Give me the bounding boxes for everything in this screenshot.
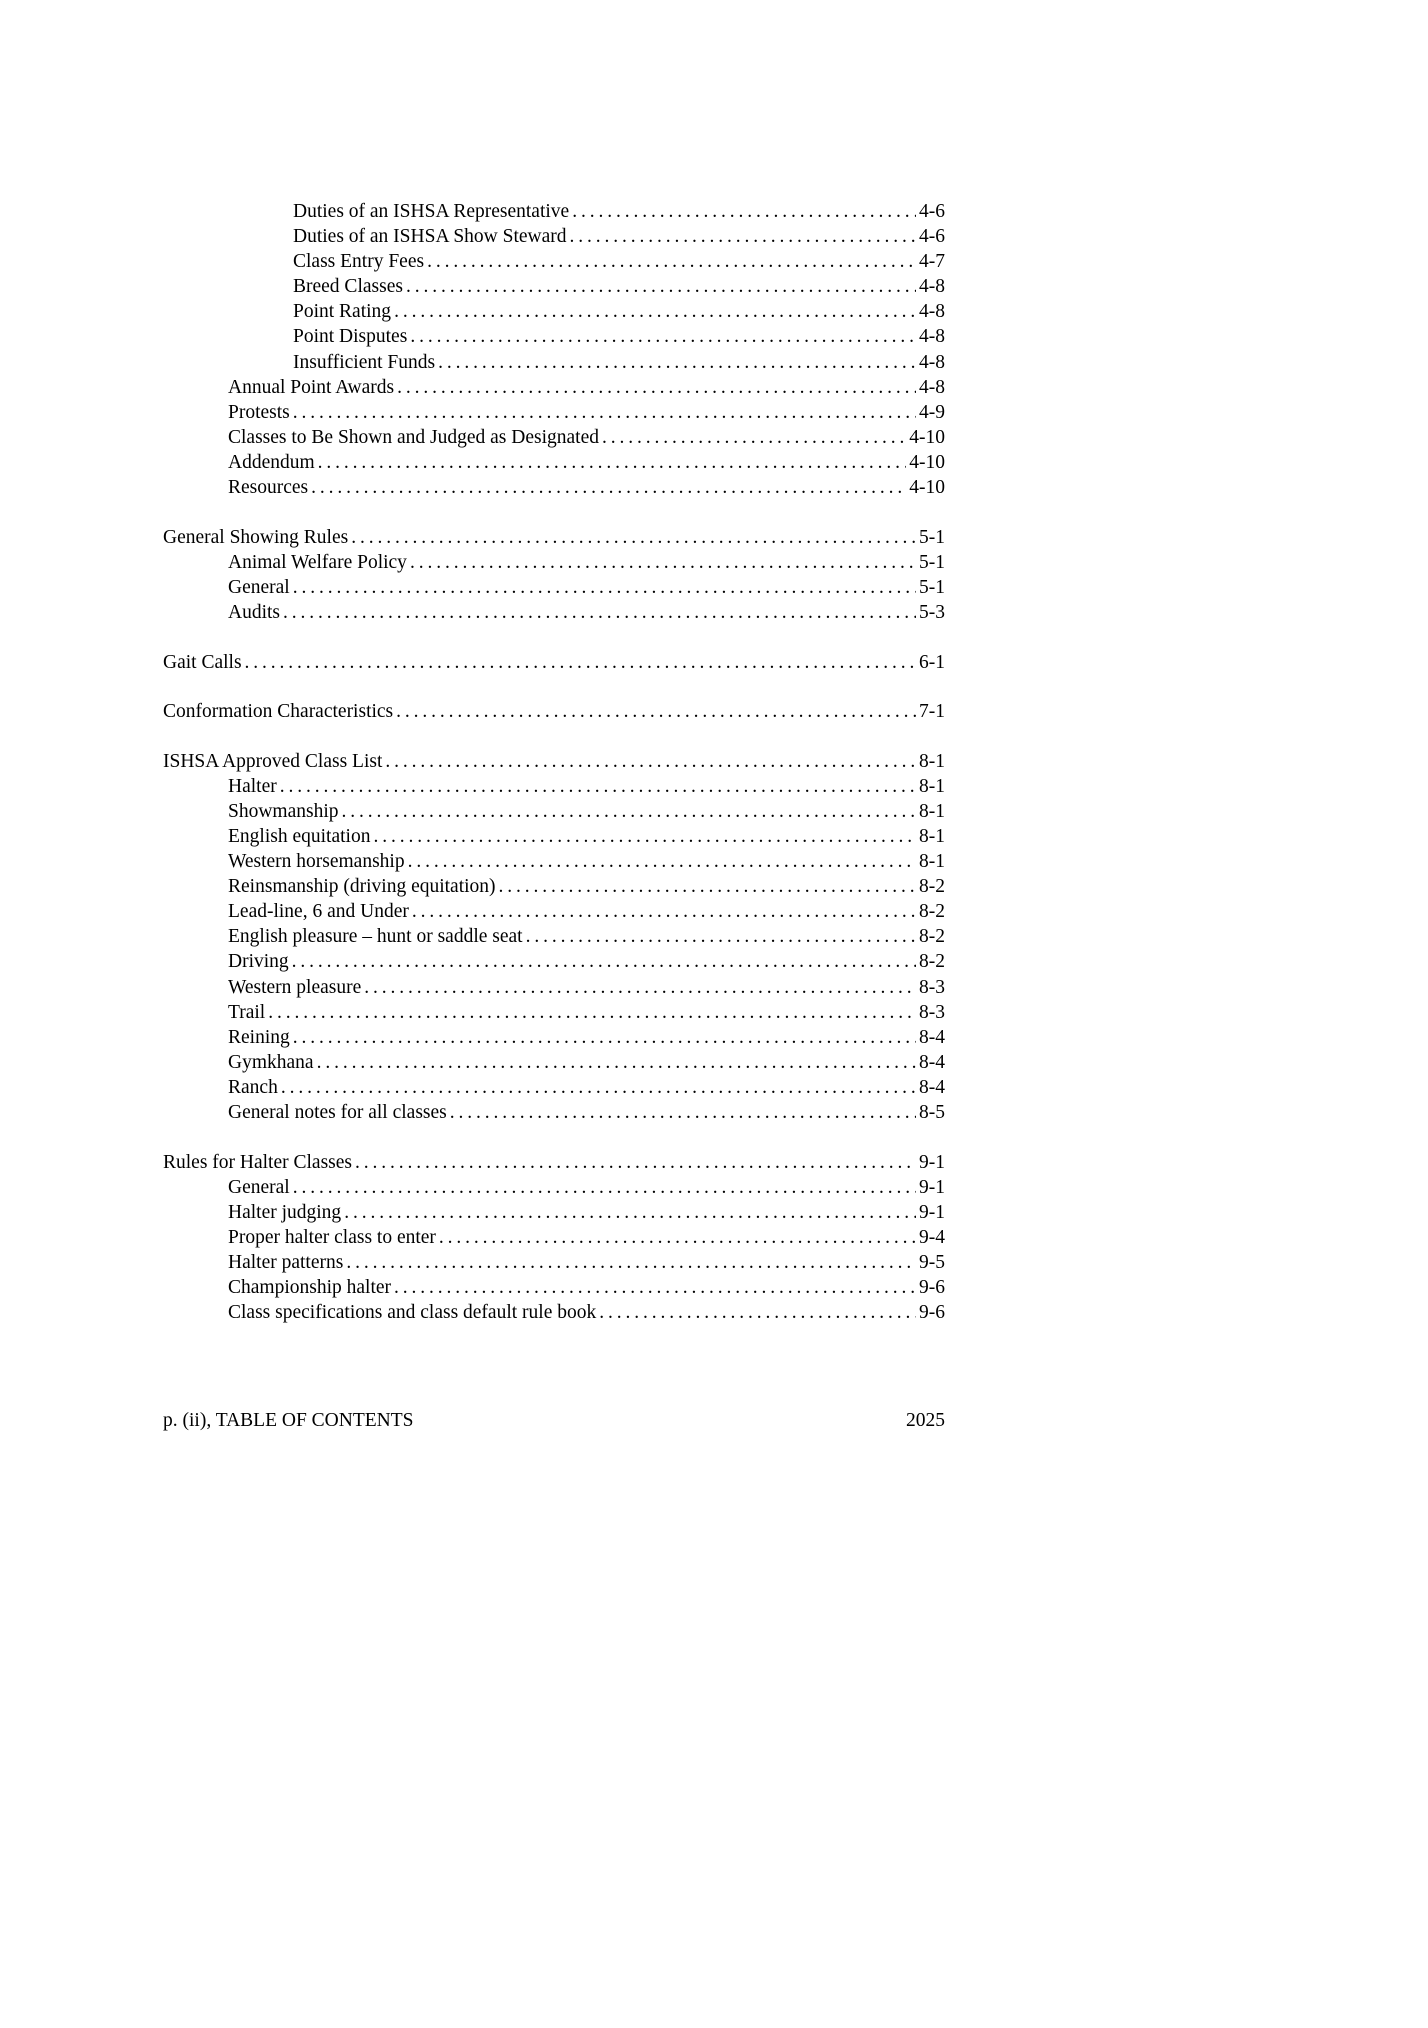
- toc-entry-page: 5-1: [919, 551, 945, 573]
- dot-leader: [344, 1200, 916, 1225]
- dot-leader: [293, 575, 916, 600]
- toc-entry-page: 9-4: [919, 1226, 945, 1248]
- toc-entry-label: Halter patterns: [228, 1251, 344, 1273]
- toc-entry: [163, 699, 945, 724]
- toc-entry-page: 5-3: [919, 601, 945, 623]
- dot-leader: [602, 425, 906, 450]
- toc-entry-label: Animal Welfare Policy: [228, 551, 407, 573]
- dot-leader: [394, 1275, 916, 1300]
- toc-entry: [163, 774, 945, 799]
- toc-entry-label: Point Rating: [293, 301, 392, 323]
- toc-entry-label: Halter: [228, 775, 277, 797]
- dot-leader: [397, 375, 916, 400]
- toc-entry-label: Conformation Characteristics: [163, 701, 394, 723]
- dot-leader: [293, 1025, 916, 1050]
- toc-entry-page: 4-10: [909, 426, 945, 448]
- toc-entry: [163, 299, 945, 324]
- toc-entry: [163, 749, 945, 774]
- toc-entry-page: 8-1: [919, 851, 945, 873]
- toc-entry-page: 7-1: [919, 701, 945, 723]
- dot-leader: [410, 324, 916, 349]
- dot-leader: [364, 975, 916, 1000]
- toc-entry-page: 8-2: [919, 926, 945, 948]
- toc-entry: [163, 450, 945, 475]
- dot-leader: [410, 550, 916, 575]
- toc-entry-page: 5-1: [919, 576, 945, 598]
- dot-leader: [346, 1250, 916, 1275]
- toc-entry-page: 8-5: [919, 1102, 945, 1123]
- dot-leader: [373, 824, 916, 849]
- toc-entry: [163, 799, 945, 824]
- dot-leader: [412, 899, 916, 924]
- toc-entry-label: Audits: [228, 601, 281, 623]
- toc-entry-page: 8-4: [919, 1076, 945, 1098]
- dot-leader: [572, 199, 916, 224]
- dot-leader: [385, 749, 916, 774]
- toc-entry: [163, 249, 945, 274]
- dot-leader: [351, 525, 916, 550]
- toc-spacer: [163, 724, 945, 749]
- toc-entry: [163, 525, 945, 550]
- toc-entry-page: 4-8: [919, 326, 945, 348]
- toc-entry-page: 9-5: [919, 1251, 945, 1273]
- toc-entry-page: 8-2: [919, 901, 945, 923]
- toc-spacer: [163, 675, 945, 700]
- toc-entry: [163, 924, 945, 949]
- toc-entry-label: Lead-line, 6 and Under: [228, 901, 409, 923]
- toc-entry-page: 8-2: [919, 951, 945, 973]
- toc-entry-label: Proper halter class to enter: [228, 1226, 436, 1248]
- toc-entry-page: 8-1: [919, 800, 945, 822]
- toc-entry-page: 9-6: [919, 1277, 945, 1299]
- toc-entry: [163, 975, 945, 1000]
- toc-entry-label: Duties of an ISHSA Show Steward: [293, 226, 567, 248]
- page-footer: [163, 1408, 945, 1433]
- toc-entry-page: 4-10: [909, 451, 945, 473]
- footer-left-label: p. (ii), TABLE OF CONTENTS: [163, 1410, 414, 1431]
- toc-entry-label: General notes for all classes: [228, 1102, 447, 1123]
- toc-entry-label: Western horsemanship: [228, 851, 405, 873]
- dot-leader: [406, 274, 916, 299]
- toc-entry-label: Gait Calls: [163, 651, 242, 673]
- toc-entry-page: 4-7: [919, 251, 945, 273]
- toc-entry: [163, 849, 945, 874]
- toc-entry-label: Classes to Be Shown and Judged as Designated: [228, 426, 599, 448]
- dot-leader: [526, 924, 916, 949]
- toc-entry-page: 4-10: [909, 477, 945, 499]
- dot-leader: [317, 1050, 916, 1075]
- toc-entry-label: ISHSA Approved Class List: [163, 750, 383, 772]
- toc-entry-label: General Showing Rules: [163, 526, 349, 548]
- toc-entry: [163, 224, 945, 249]
- toc-entry: [163, 1150, 945, 1175]
- toc-entry-label: General: [228, 1176, 290, 1198]
- toc-list: [163, 199, 945, 1325]
- toc-entry-label: Rules for Halter Classes: [163, 1151, 353, 1173]
- toc-entry-label: Resources: [228, 477, 309, 499]
- toc-entry-label: Protests: [228, 401, 290, 423]
- dot-leader: [245, 650, 916, 675]
- toc-entry: [163, 1100, 945, 1125]
- toc-entry-page: 9-1: [919, 1201, 945, 1223]
- toc-entry-label: Gymkhana: [228, 1051, 314, 1073]
- dot-leader: [311, 475, 906, 500]
- toc-entry: [163, 1300, 945, 1325]
- toc-entry-page: 8-4: [919, 1026, 945, 1048]
- toc-entry: [163, 324, 945, 349]
- toc-entry: [163, 575, 945, 600]
- dot-leader: [283, 600, 916, 625]
- toc-entry: [163, 949, 945, 974]
- toc-entry-label: Championship halter: [228, 1277, 392, 1299]
- dot-leader: [499, 874, 916, 899]
- dot-leader: [439, 1225, 916, 1250]
- footer-year: 2025: [906, 1410, 945, 1431]
- toc-entry-label: Breed Classes: [293, 276, 403, 298]
- dot-leader: [599, 1300, 916, 1325]
- toc-entry-label: Reining: [228, 1026, 290, 1048]
- toc-entry-page: 8-1: [919, 775, 945, 797]
- toc-entry-page: 8-4: [919, 1051, 945, 1073]
- toc-entry-label: Insufficient Funds: [293, 351, 436, 373]
- toc-entry: [163, 550, 945, 575]
- toc-entry: [163, 1075, 945, 1100]
- dot-leader: [427, 249, 916, 274]
- toc-entry: [163, 1000, 945, 1025]
- dot-leader: [396, 699, 916, 724]
- toc-spacer: [163, 625, 945, 650]
- dot-leader: [408, 849, 916, 874]
- toc-entry-label: General: [228, 576, 290, 598]
- toc-entry: [163, 1050, 945, 1075]
- dot-leader: [292, 949, 916, 974]
- dot-leader: [570, 224, 916, 249]
- toc-entry: [163, 475, 945, 500]
- dot-leader: [293, 400, 916, 425]
- toc-entry-label: Trail: [228, 1001, 266, 1023]
- dot-leader: [355, 1150, 916, 1175]
- toc-entry-page: 4-9: [919, 401, 945, 423]
- toc-entry-label: Class Entry Fees: [293, 251, 425, 273]
- toc-entry-page: 4-8: [919, 276, 945, 298]
- toc-entry-label: English equitation: [228, 825, 371, 847]
- toc-entry: [163, 1200, 945, 1225]
- toc-entry-label: English pleasure – hunt or saddle seat: [228, 926, 523, 948]
- toc-entry-page: 8-2: [919, 876, 945, 898]
- toc-entry-page: 8-3: [919, 1001, 945, 1023]
- dot-leader: [394, 299, 916, 324]
- toc-entry: [163, 1175, 945, 1200]
- toc-entry: [163, 1025, 945, 1050]
- toc-entry-page: 4-8: [919, 351, 945, 373]
- toc-entry-label: Driving: [228, 951, 289, 973]
- toc-entry-page: 6-1: [919, 651, 945, 673]
- toc-entry-label: Annual Point Awards: [228, 376, 395, 398]
- toc-entry-page: 8-1: [919, 825, 945, 847]
- dot-leader: [318, 450, 907, 475]
- toc-entry-label: Addendum: [228, 451, 315, 473]
- toc-entry-page: 9-1: [919, 1151, 945, 1173]
- toc-entry: [163, 400, 945, 425]
- toc-entry: [163, 824, 945, 849]
- toc-entry-page: 4-8: [919, 301, 945, 323]
- toc-entry: [163, 274, 945, 299]
- toc-entry: [163, 1250, 945, 1275]
- toc-entry-page: 8-1: [919, 750, 945, 772]
- toc-entry-page: 9-1: [919, 1176, 945, 1198]
- dot-leader: [438, 350, 916, 375]
- toc-entry: [163, 899, 945, 924]
- toc-entry-page: 9-6: [919, 1302, 945, 1324]
- toc-entry-label: Reinsmanship (driving equitation): [228, 876, 496, 898]
- toc-spacer: [163, 500, 945, 525]
- toc-entry-page: 4-6: [919, 226, 945, 248]
- toc-entry-label: Duties of an ISHSA Representative: [293, 201, 570, 222]
- dot-leader: [342, 799, 916, 824]
- toc-spacer: [163, 1125, 945, 1150]
- toc-entry-label: Showmanship: [228, 800, 339, 822]
- toc-entry-label: Point Disputes: [293, 326, 408, 348]
- dot-leader: [268, 1000, 916, 1025]
- dot-leader: [281, 1075, 916, 1100]
- toc-entry: [163, 375, 945, 400]
- toc-entry-label: Western pleasure: [228, 976, 362, 998]
- toc-entry: [163, 425, 945, 450]
- toc-entry-page: 8-3: [919, 976, 945, 998]
- toc-entry: [163, 1225, 945, 1250]
- toc-entry-label: Class specifications and class default rule book: [228, 1302, 597, 1324]
- toc-entry: [163, 199, 945, 224]
- toc-entry-page: 5-1: [919, 526, 945, 548]
- toc-entry: [163, 350, 945, 375]
- dot-leader: [280, 774, 916, 799]
- toc-entry: [163, 1275, 945, 1300]
- dot-leader: [450, 1100, 916, 1125]
- toc-entry-label: Halter judging: [228, 1201, 342, 1223]
- dot-leader: [293, 1175, 916, 1200]
- toc-entry-page: 4-6: [919, 201, 945, 222]
- toc-entry: [163, 874, 945, 899]
- toc-entry-page: 4-8: [919, 376, 945, 398]
- toc-entry-label: Ranch: [228, 1076, 278, 1098]
- toc-entry: [163, 600, 945, 625]
- toc-entry: [163, 650, 945, 675]
